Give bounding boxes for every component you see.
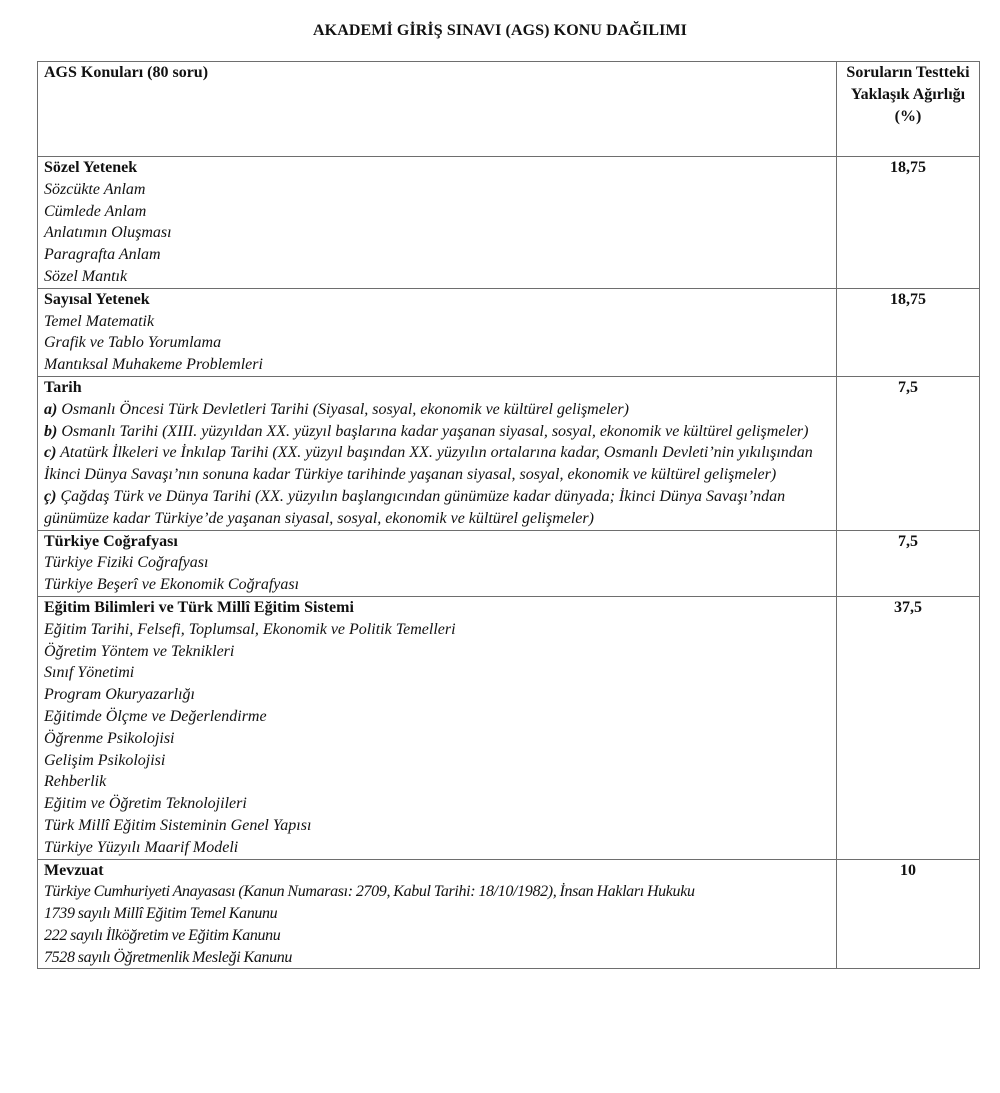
- topic-cell: [38, 859, 837, 969]
- subtopic-text: Sözcükte Anlam: [44, 180, 146, 198]
- subtopic-item: [44, 925, 830, 947]
- subtopic-text: Türkiye Yüzyılı Maarif Modeli: [44, 838, 239, 856]
- section-title: Sözel Yetenek: [44, 159, 138, 176]
- table-row-3: [38, 376, 980, 530]
- weight-value: 7,5: [837, 376, 980, 530]
- subtopic-item: [44, 421, 830, 443]
- subtopic-item: [44, 574, 830, 596]
- subtopic-list: [44, 399, 830, 530]
- subtopic-text: Osmanlı Öncesi Türk Devletleri Tarihi (Siyasal, sosyal, ekonomik ve kültürel gelişmeler): [57, 400, 629, 418]
- subtopic-text: Sözel Mantık: [44, 267, 128, 285]
- subtopic-text: Rehberlik: [44, 773, 107, 791]
- subtopic-item: [44, 793, 830, 815]
- subtopic-item: [44, 837, 830, 859]
- subtopic-text: Mantıksal Muhakeme Problemleri: [44, 356, 263, 374]
- table-header-row: [38, 62, 980, 157]
- weight-value: 18,75: [837, 157, 980, 289]
- subtopic-text: Türkiye Fiziki Coğrafyası: [44, 554, 209, 572]
- subtopic-item: [44, 179, 830, 201]
- subtopic-text: Atatürk İlkeleri ve İnkılap Tarihi (XX. yüzyıl başından XX. yüzyılın ortalarına kadar, Osmanlı Devleti’nin yıkılışından İkinci Dünya Savaşı’nın sonuna kadar Türkiye tarihinde yaşanan siyasal, sosyal, ekonomik ve kültürel gelişmeler): [44, 444, 813, 484]
- subtopic-text: 1739 sayılı Millî Eğitim Temel Kanunu: [44, 905, 278, 923]
- subtopic-text: Öğretim Yöntem ve Teknikleri: [44, 642, 235, 660]
- subtopic-label: ç): [44, 487, 57, 505]
- table-row-6: [38, 859, 980, 969]
- weight-value: 18,75: [837, 288, 980, 376]
- subtopic-item: [44, 728, 830, 750]
- subtopic-item: [44, 903, 830, 925]
- subtopic-text: Öğrenme Psikolojisi: [44, 729, 175, 747]
- subtopic-item: [44, 552, 830, 574]
- weight-value: 10: [837, 859, 980, 969]
- topic-cell: [38, 376, 837, 530]
- weight-value: 7,5: [837, 530, 980, 596]
- subtopic-text: 7528 sayılı Öğretmenlik Mesleği Kanunu: [44, 948, 293, 966]
- subtopic-text: Eğitimde Ölçme ve Değerlendirme: [44, 707, 267, 725]
- subtopic-item: [44, 266, 830, 288]
- document-title: AKADEMİ GİRİŞ SINAVI (AGS) KONU DAĞILIMI: [313, 22, 687, 39]
- subtopic-text: Program Okuryazarlığı: [44, 686, 195, 704]
- subtopic-item: [44, 706, 830, 728]
- subtopic-item: [44, 399, 830, 421]
- subtopic-text: Sınıf Yönetimi: [44, 664, 135, 682]
- subtopic-item: [44, 311, 830, 333]
- subtopic-item: [44, 244, 830, 266]
- topic-cell: [38, 530, 837, 596]
- subtopic-item: [44, 354, 830, 376]
- topic-distribution-table: [37, 61, 980, 969]
- subtopic-text: Türkiye Cumhuriyeti Anayasası (Kanun Numarası: 2709, Kabul Tarihi: 18/10/1982), İnsan Hakları Hukuku: [44, 883, 695, 901]
- subtopic-item: [44, 947, 830, 969]
- subtopic-text: 222 sayılı İlköğretim ve Eğitim Kanunu: [44, 926, 281, 944]
- subtopic-item: [44, 222, 830, 244]
- subtopic-list: [44, 881, 830, 968]
- table-body: [38, 157, 980, 969]
- subtopic-item: [44, 771, 830, 793]
- subtopic-text: Anlatımın Oluşması: [44, 224, 172, 242]
- subtopic-text: Eğitim ve Öğretim Teknolojileri: [44, 795, 247, 813]
- header-weight: Soruların Testteki Yaklaşık Ağırlığı (%): [837, 62, 980, 157]
- subtopic-list: [44, 552, 830, 596]
- subtopic-item: [44, 750, 830, 772]
- subtopic-item: [44, 881, 830, 903]
- subtopic-item: [44, 486, 830, 530]
- subtopic-item: [44, 815, 830, 837]
- table-row-1: [38, 157, 980, 289]
- table-row-5: [38, 596, 980, 859]
- subtopic-text: Paragrafta Anlam: [44, 246, 161, 264]
- subtopic-text: Eğitim Tarihi, Felsefi, Toplumsal, Ekonomik ve Politik Temelleri: [44, 620, 456, 638]
- subtopic-text: Osmanlı Tarihi (XIII. yüzyıldan XX. yüzyıl başlarına kadar yaşanan siyasal, sosyal, ekonomik ve kültürel gelişmeler): [57, 422, 809, 440]
- section-title: Türkiye Coğrafyası: [44, 532, 178, 550]
- section-title: Eğitim Bilimleri ve Türk Millî Eğitim Sistemi: [44, 598, 354, 616]
- topic-cell: [38, 157, 837, 289]
- subtopic-text: Grafik ve Tablo Yorumlama: [44, 334, 222, 352]
- subtopic-item: [44, 332, 830, 354]
- subtopic-item: [44, 662, 830, 684]
- header-topics: AGS Konuları (80 soru): [38, 62, 837, 157]
- subtopic-text: Çağdaş Türk ve Dünya Tarihi (XX. yüzyılın başlangıcından günümüze kadar dünyada; İkinci Dünya Savaşı’ndan günümüze kadar Türkiye’de yaşanan siyasal, sosyal, ekonomik ve kültürel gelişmeler): [44, 487, 786, 527]
- subtopic-list: [44, 179, 830, 288]
- subtopic-item: [44, 442, 830, 486]
- subtopic-label: a): [44, 400, 58, 418]
- section-title: Sayısal Yetenek: [44, 290, 150, 308]
- topic-cell: [38, 288, 837, 376]
- subtopic-label: c): [44, 444, 57, 462]
- subtopic-text: Cümlede Anlam: [44, 202, 147, 220]
- subtopic-text: Türk Millî Eğitim Sisteminin Genel Yapısı: [44, 816, 312, 834]
- subtopic-list: [44, 619, 830, 859]
- topic-cell: [38, 596, 837, 859]
- section-title: Tarih: [44, 378, 82, 396]
- subtopic-item: [44, 619, 830, 641]
- subtopic-item: [44, 201, 830, 223]
- weight-value: 37,5: [837, 596, 980, 859]
- subtopic-list: [44, 311, 830, 376]
- subtopic-text: Temel Matematik: [44, 312, 155, 330]
- table-row-4: [38, 530, 980, 596]
- table-row-2: [38, 288, 980, 376]
- subtopic-text: Gelişim Psikolojisi: [44, 751, 166, 769]
- section-title: Mevzuat: [44, 861, 104, 879]
- subtopic-item: [44, 684, 830, 706]
- subtopic-label: b): [44, 422, 58, 440]
- subtopic-item: [44, 641, 830, 663]
- subtopic-text: Türkiye Beşerî ve Ekonomik Coğrafyası: [44, 576, 300, 594]
